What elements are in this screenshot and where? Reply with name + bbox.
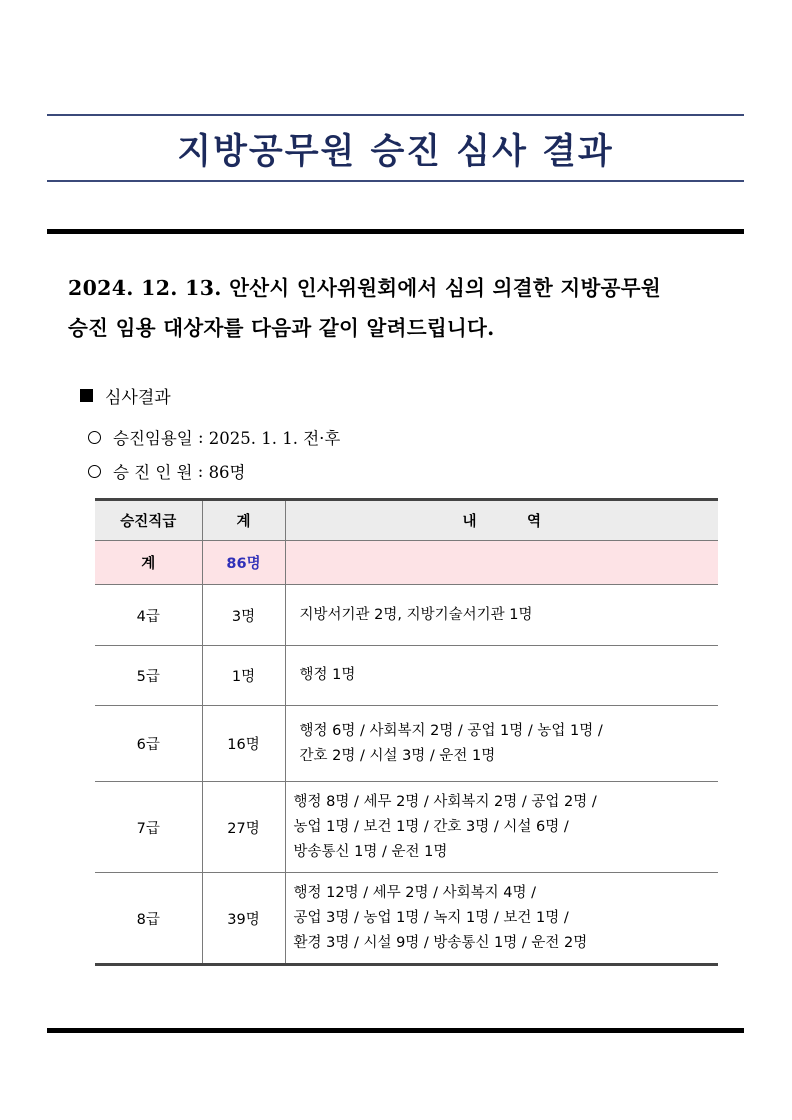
table-row	[95, 646, 718, 706]
title-top-rule	[47, 114, 744, 116]
header-divider	[47, 229, 744, 234]
intro-paragraph	[68, 268, 728, 348]
page-title: 지방공무원 승진 심사 결과	[177, 132, 614, 172]
total-grade: 계	[95, 541, 202, 585]
table-row	[95, 706, 718, 782]
table-row	[95, 585, 718, 646]
row-detail	[285, 782, 718, 873]
results-table	[95, 498, 718, 966]
bullet-value: 86명	[208, 463, 246, 482]
row-grade: 5급	[95, 646, 202, 706]
table-row	[95, 782, 718, 873]
row-count: 39명	[202, 873, 285, 965]
detail-line: 간호 2명 / 시설 3명 / 운전 1명	[299, 747, 496, 764]
row-grade: 6급	[95, 706, 202, 782]
footer-divider	[47, 1028, 744, 1033]
total-row	[95, 541, 718, 585]
section-heading	[80, 383, 171, 408]
row-detail	[285, 706, 718, 782]
bullet-appointment-date	[88, 425, 340, 449]
row-count: 16명	[202, 706, 285, 782]
row-detail	[285, 585, 718, 646]
total-detail	[285, 541, 718, 585]
intro-line-2: 승진 임용 대상자를 다음과 같이 알려드립니다.	[68, 316, 495, 340]
detail-line: 지방서기관 2명, 지방기술서기관 1명	[299, 606, 533, 623]
intro-line-1: 2024. 12. 13. 안산시 인사위원회에서 심의 의결한 지방공무원	[68, 276, 661, 300]
header-grade: 승진직급	[95, 500, 202, 541]
detail-line: 행정 6명 / 사회복지 2명 / 공업 1명 / 농업 1명 /	[299, 722, 603, 739]
row-detail	[285, 873, 718, 965]
total-count: 86명	[202, 541, 285, 585]
bullet-value: 2025. 1. 1. 전·후	[208, 429, 341, 448]
row-grade: 4급	[95, 585, 202, 646]
bullet-label: 승진임용일	[113, 429, 193, 448]
detail-line: 농업 1명 / 보건 1명 / 간호 3명 / 시설 6명 /	[293, 818, 569, 835]
circle-bullet-icon	[88, 465, 101, 478]
row-count: 27명	[202, 782, 285, 873]
header-count: 계	[202, 500, 285, 541]
row-grade: 7급	[95, 782, 202, 873]
square-bullet-icon	[80, 389, 93, 402]
detail-line: 공업 3명 / 농업 1명 / 녹지 1명 / 보건 1명 /	[293, 909, 569, 926]
bullet-promotion-count	[88, 459, 246, 483]
row-detail	[285, 646, 718, 706]
detail-line: 행정 1명	[299, 667, 356, 683]
title-bottom-rule	[47, 180, 744, 182]
row-count: 1명	[202, 646, 285, 706]
bullet-separator: :	[192, 427, 209, 447]
bullet-label: 승 진 인 원	[113, 463, 193, 482]
table-row	[95, 873, 718, 965]
table-header-row	[95, 500, 718, 541]
section-title: 심사결과	[105, 388, 171, 408]
circle-bullet-icon	[88, 431, 101, 444]
bullet-separator: :	[192, 461, 209, 481]
header-detail: 내 역	[285, 500, 718, 541]
row-count: 3명	[202, 585, 285, 646]
row-grade: 8급	[95, 873, 202, 965]
detail-line: 방송통신 1명 / 운전 1명	[293, 843, 448, 860]
detail-line: 환경 3명 / 시설 9명 / 방송통신 1명 / 운전 2명	[293, 934, 588, 951]
detail-line: 행정 12명 / 세무 2명 / 사회복지 4명 /	[293, 884, 537, 901]
detail-line: 행정 8명 / 세무 2명 / 사회복지 2명 / 공업 2명 /	[293, 793, 597, 810]
